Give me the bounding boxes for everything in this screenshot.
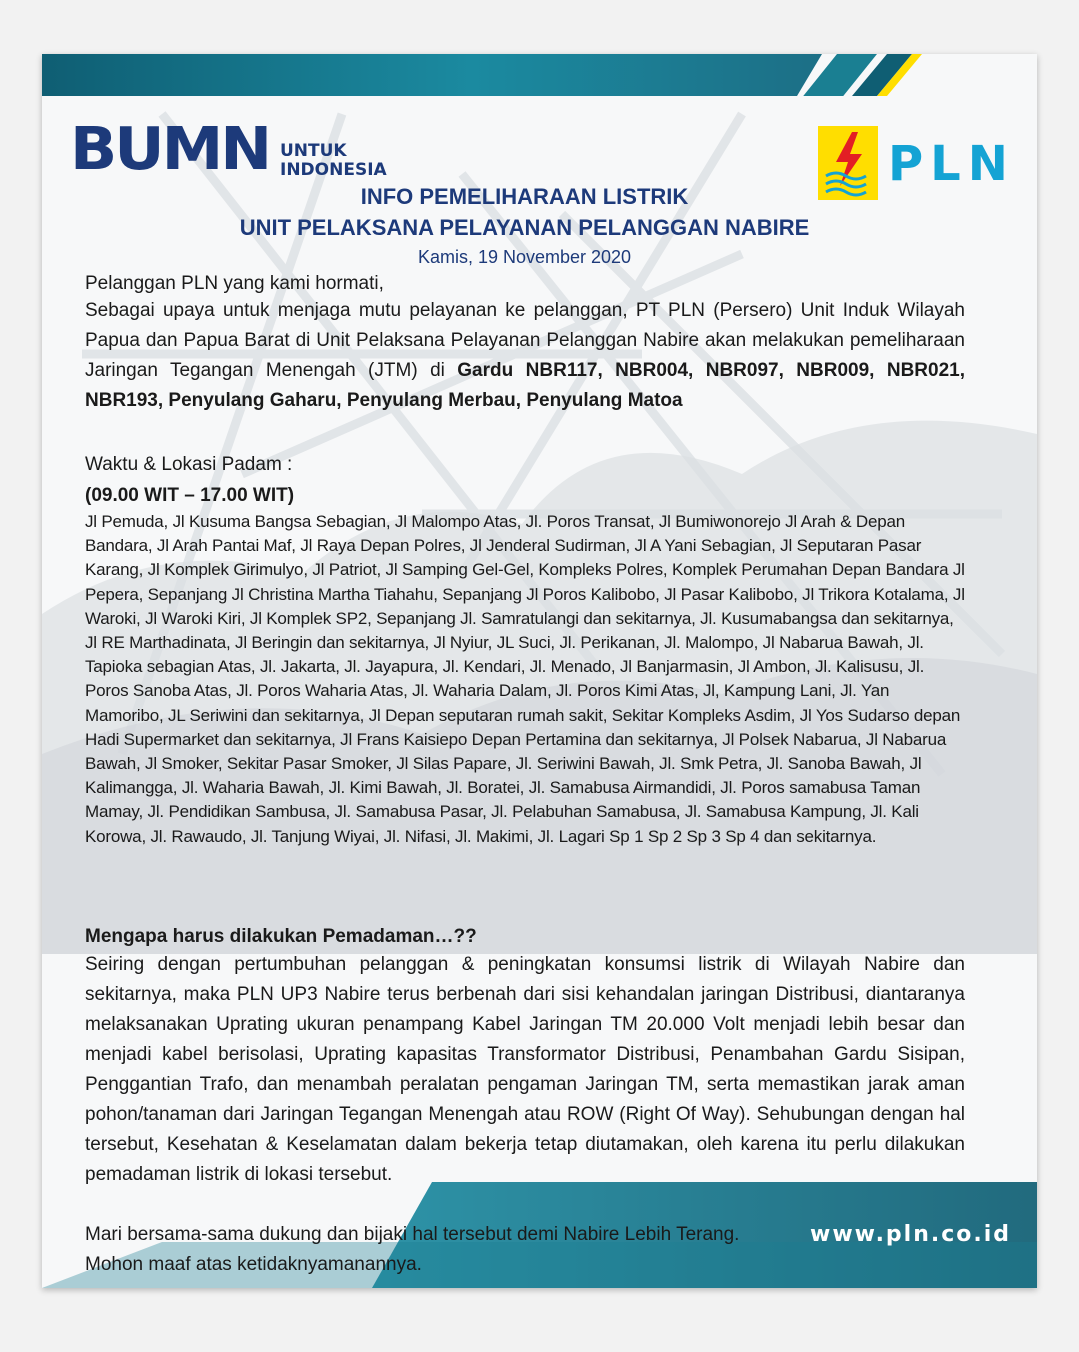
location-list: Jl Pemuda, Jl Kusuma Bangsa Sebagian, Jl Malompo Atas, Jl. Poros Transat, Jl Bumiwonorejo Jl Arah & Depan Bandara, Jl Arah Pantai Maf, Jl Raya Depan Polres, Jl Jenderal Sudirman, Jl A Yani Sebagian, Jl Seputaran Pasar Karang, Jl Komplek Girimulyo, Jl Patriot, Jl Samping Gel-Gel, Kompleks Polres, Komplek Perumahan Depan Bandara Jl Pepera, Sepanjang Jl Christina Martha Tiahahu, Sepanjang Jl Poros Kalibobo, Jl Pasar Kalibobo, Jl Trikora Kotalama, Jl Waroki, Jl Waroki Kiri, Jl Komplek SP2, Sepanjang Jl. Samratulangi dan sekitarnya, Jl. Kusumabangsa dan sekitarnya, Jl RE Marthadinata, Jl Beringin dan sekitarnya, Jl Nyiur, JL Suci, Jl. Perikanan, Jl. Malompo, Jl Nabarua Bawah, Jl. Tapioka sebagian Atas, Jl. Jakarta, Jl. Jayapura, Jl. Kendari, Jl. Menado, Jl Banjarmasin, Jl Ambon, Jl. Kalisusu, Jl. Poros Sanoba Atas, Jl. Poros Waharia Atas, Jl. Waharia Dalam, Jl. Poros Kimi Atas, Jl, Kampung Lani, Jl. Yan Mamoribo, JL Seriwini dan sekitarnya, Jl Depan seputaran rumah sakit, Sekitar Kompleks Asdim, Jl Yos Sudarso depan Hadi Supermarket dan sekitarnya, Jl Frans Kaisiepo Depan Pertamina dan sekitarnya, Jl Polsek Nabarua, Jl Nabarua Bawah, Jl Smoker, Sekitar Pasar Smoker, Jl Silas Papare, Jl. Seriwini Bawah, Jl. Smk Petra, Jl. Sanoba Bawah, Jl Kalimangga, Jl. Waharia Bawah, Jl. Kimi Bawah, Jl. Boratei, Jl. Samabusa Airmandidi, Jl. Poros samabusa Taman Mamay, Jl. Pendidikan Sambusa, Jl. Samabusa Pasar, Jl. Pelabuhan Samabusa, Jl. Samabusa Kampung, Jl. Kali Korowa, Jl. Rawaudo, Jl. Tanjung Wiyai, Jl. Nifasi, Jl. Makimi, Jl. Lagari Sp 1 Sp 2 Sp 3 Sp 4 dan sekitarnya. — [85, 512, 965, 846]
closing-line-1: Mari bersama-sama dukung dan bijaki hal tersebut demi Nabire Lebih Terang. — [85, 1224, 740, 1245]
top-banner-stripes — [42, 54, 1037, 96]
announcement-date: Kamis, 19 November 2020 — [417, 247, 632, 267]
reason-title: Mengapa harus dilakukan Pemadaman…?? — [85, 926, 477, 947]
page-subtitle: UNIT PELAKSANA PELAYANAN PELANGGAN NABIRE — [239, 215, 810, 240]
announcement-poster — [42, 54, 1037, 1288]
closing-line-2: Mohon maaf atas ketidaknyamanannya. — [85, 1254, 422, 1275]
website-url: www.pln.co.id — [810, 1222, 1012, 1247]
bumn-wordmark: BUMN — [70, 113, 270, 184]
page-title: INFO PEMELIHARAAN LISTRIK — [360, 184, 689, 209]
schedule-label: Waktu & Lokasi Padam : — [85, 454, 293, 475]
closing-message — [85, 1220, 795, 1280]
schedule-time: (09.00 WIT – 17.00 WIT) — [85, 485, 295, 506]
bumn-tagline: UNTUK INDONESIA — [280, 141, 387, 180]
greeting: Pelanggan PLN yang kami hormati, — [85, 273, 384, 294]
pln-wordmark: PLN — [888, 136, 1015, 192]
intro-text: Sebagai upaya untuk menjaga mutu pelayanan ke pelanggan, PT PLN (Persero) Unit Induk Wilayah Papua dan Papua Barat di Unit Pelaksana Pelayanan Pelanggan Nabire akan melakukan pemeliharaan Jaringan Tegangan Menengah (JTM) di — [85, 300, 965, 381]
gardu-list: Gardu NBR117, NBR004, NBR097, NBR009, NBR021, NBR193, Penyulang Gaharu, Penyulang Merbau, Penyulang Matoa — [85, 360, 965, 411]
intro-paragraph — [85, 296, 965, 416]
reason-body: Seiring dengan pertumbuhan pelanggan & peningkatan konsumsi listrik di Wilayah Nabire dan sekitarnya, maka PLN UP3 Nabire terus berbenah dari sisi kehandalan jaringan Distribusi, diantaranya melaksanakan Uprating ukuran penampang Kabel Jaringan TM 20.000 Volt menjadi lebih besar dan menjadi kabel berisolasi, Uprating kapasitas Transformator Distribusi, Penambahan Gardu Sisipan, Penggantian Trafo, dan menambah peralatan pengaman Jaringan TM, serta memastikan jarak aman pohon/tanaman dari Jaringan Tegangan Menengah atau ROW (Right Of Way). Sehubungan dengan hal tersebut, Kesehatan & Keselamatan dalam bekerja tetap diutamakan, oleh karena itu perlu dilakukan pemadaman listrik di lokasi tersebut. — [85, 954, 965, 1185]
